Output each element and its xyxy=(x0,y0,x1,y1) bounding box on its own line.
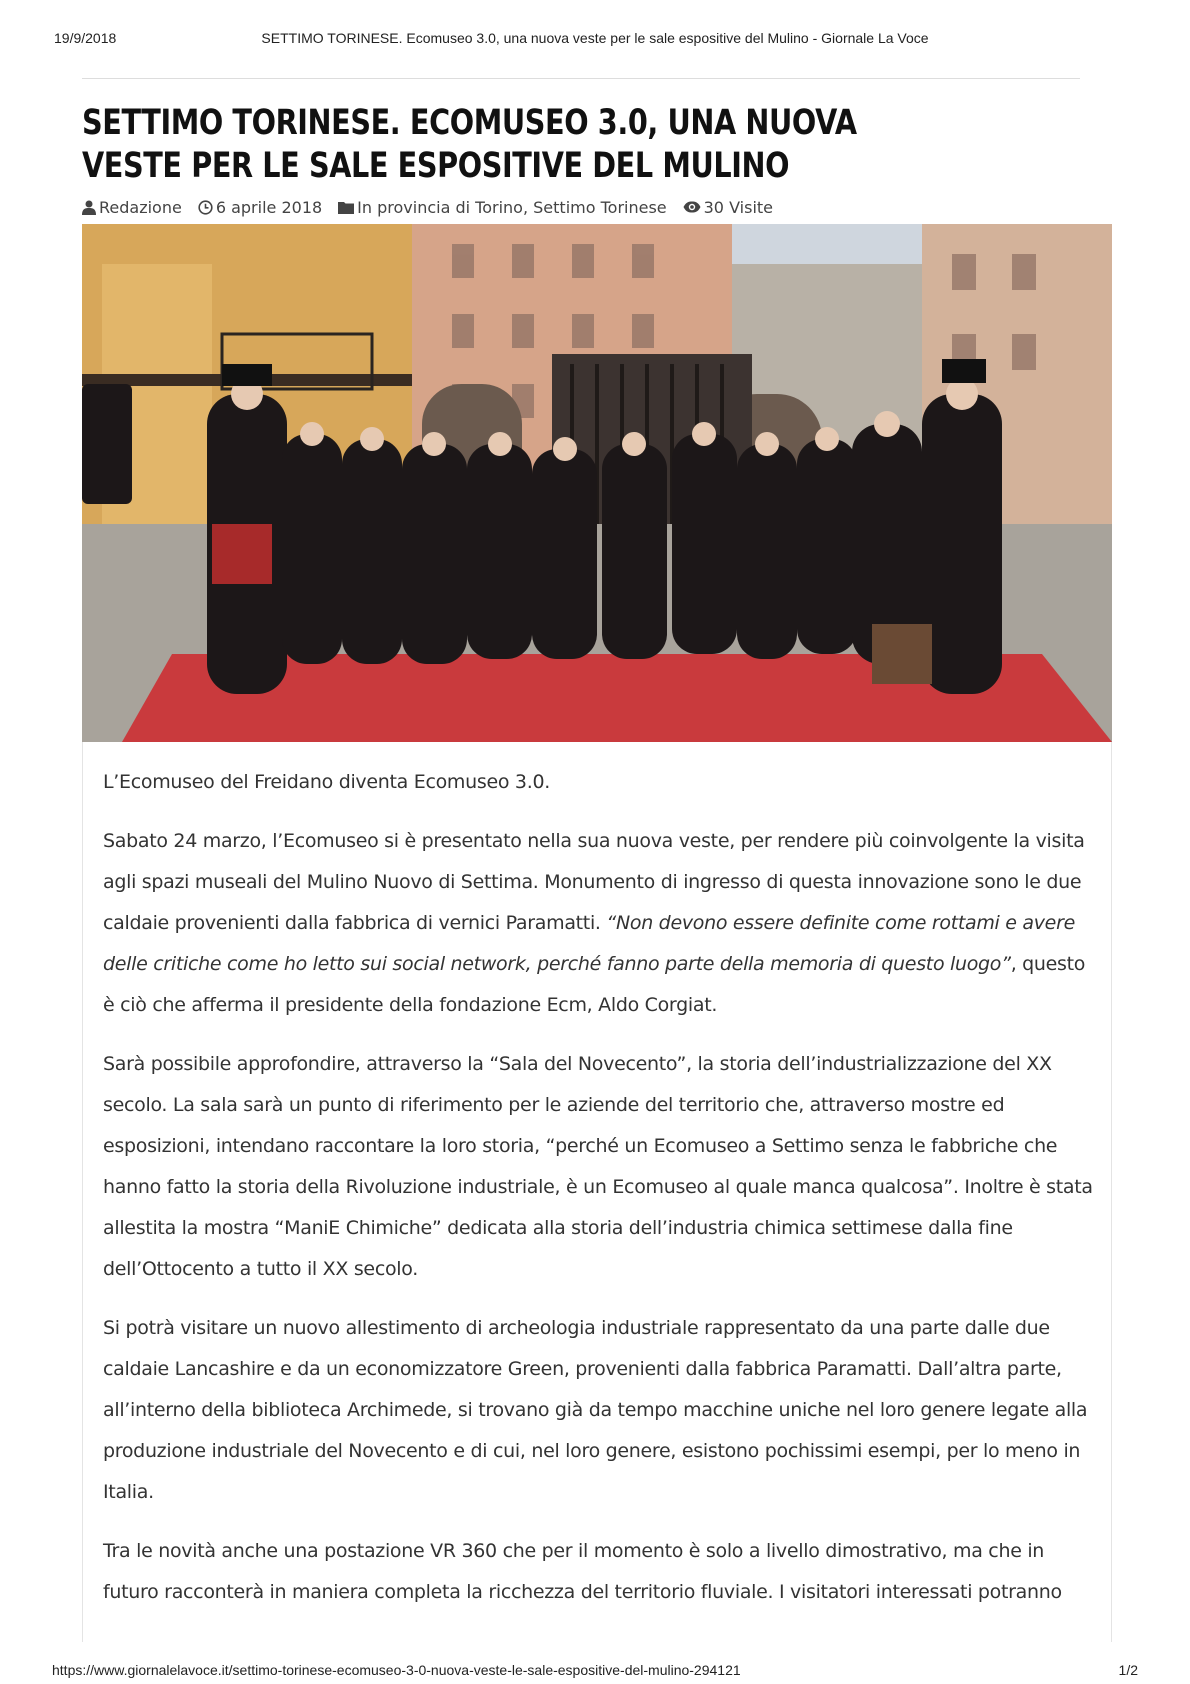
meta-author[interactable] xyxy=(82,198,182,217)
meta-date xyxy=(198,198,322,217)
meta-views xyxy=(683,198,773,217)
paragraph-2-end: , questo è ciò che afferma il presidente della fondazione Ecm, Aldo Corgiat. xyxy=(103,953,1086,1016)
paragraph-1: L’Ecomuseo del Freidano diventa Ecomuseo 3.0. xyxy=(103,771,550,793)
paragraph-2 xyxy=(103,821,1093,1026)
article-photo xyxy=(82,224,1112,742)
footer-url: https://www.giornalelavoce.it/settimo-torinese-ecomuseo-3-0-nuova-veste-le-sale-espositive-del-mulino-294121 xyxy=(52,1662,741,1678)
header-divider xyxy=(82,78,1080,79)
eye-icon xyxy=(683,201,701,213)
meta-categories xyxy=(338,198,666,217)
article-meta xyxy=(82,196,789,218)
article-headline: SETTIMO TORINESE. ECOMUSEO 3.0, UNA NUOVA VESTE PER LE SALE ESPOSITIVE DEL MULINO xyxy=(82,103,857,186)
paragraph-5: Tra le novità anche una postazione VR 360 che per il momento è solo a livello dimostrativo, ma che in futuro racconterà in maniera completa la ricchezza del territorio fluviale. I visitatori interessati potranno xyxy=(103,1540,1062,1603)
publish-date: 6 aprile 2018 xyxy=(215,197,323,217)
print-footer xyxy=(52,1662,1138,1682)
article-body xyxy=(103,762,1093,1631)
paragraph-4: Si potrà visitare un nuovo allestimento di archeologia industriale rappresentato da una parte dalle due caldaie Lancashire e da un economizzatore Green, provenienti dalla fabbrica Paramatti. Dall’altra parte, all’interno della biblioteca Archimede, si trovano già da tempo macchine uniche nel loro genere legate alla produzione industriale del Novecento e di cui, nel loro genere, esistono pochissimi esempi, per lo meno in Italia. xyxy=(103,1317,1088,1503)
folder-icon xyxy=(338,201,354,214)
category-separator: , xyxy=(522,197,534,217)
category-link-torino[interactable]: In provincia di Torino xyxy=(357,197,523,217)
view-count: 30 Visite xyxy=(703,197,774,217)
footer-page-number: 1/2 xyxy=(1118,1662,1138,1678)
category-link-settimo[interactable]: Settimo Torinese xyxy=(533,197,667,217)
paragraph-2-start: Sabato 24 marzo, l’Ecomuseo si è presentato nella sua nuova veste, per rendere più coinvolgente la visita agli spazi museali del Mulino Nuovo di Settima. Monumento di ingresso di questa innovazione sono le due caldaie provenienti dalla fabbrica di vernici Paramatti. xyxy=(103,830,1085,934)
print-date: 19/9/2018 xyxy=(54,30,117,46)
paragraph-3: Sarà possibile approfondire, attraverso la “Sala del Novecento”, la storia dell’industrializzazione del XX secolo. La sala sarà un punto di riferimento per le aziende del territorio che, attraverso mostre ed esposizioni, intendano raccontare la loro storia, “perché un Ecomuseo a Settimo senza le fabbriche che hanno fatto la storia della Rivoluzione industriale, è un Ecomuseo al quale manca qualcosa”. Inoltre è stata allestita la mostra “ManiE Chimiche” dedicata alla storia dell’industria chimica settimese dalla fine dell’Ottocento a tutto il XX secolo. xyxy=(103,1053,1093,1280)
print-header xyxy=(54,30,1136,52)
paragraph-2-quote: “Non devono essere definite come rottami e avere delle critiche come ho letto sui social network, perché fanno parte della memoria di questo luogo” xyxy=(103,912,1075,975)
clock-icon xyxy=(198,200,213,215)
print-title: SETTIMO TORINESE. Ecomuseo 3.0, una nuova veste per le sale espositive del Mulino - Giornale La Voce xyxy=(261,30,929,46)
author-link[interactable]: Redazione xyxy=(99,197,182,217)
user-icon xyxy=(82,200,96,215)
